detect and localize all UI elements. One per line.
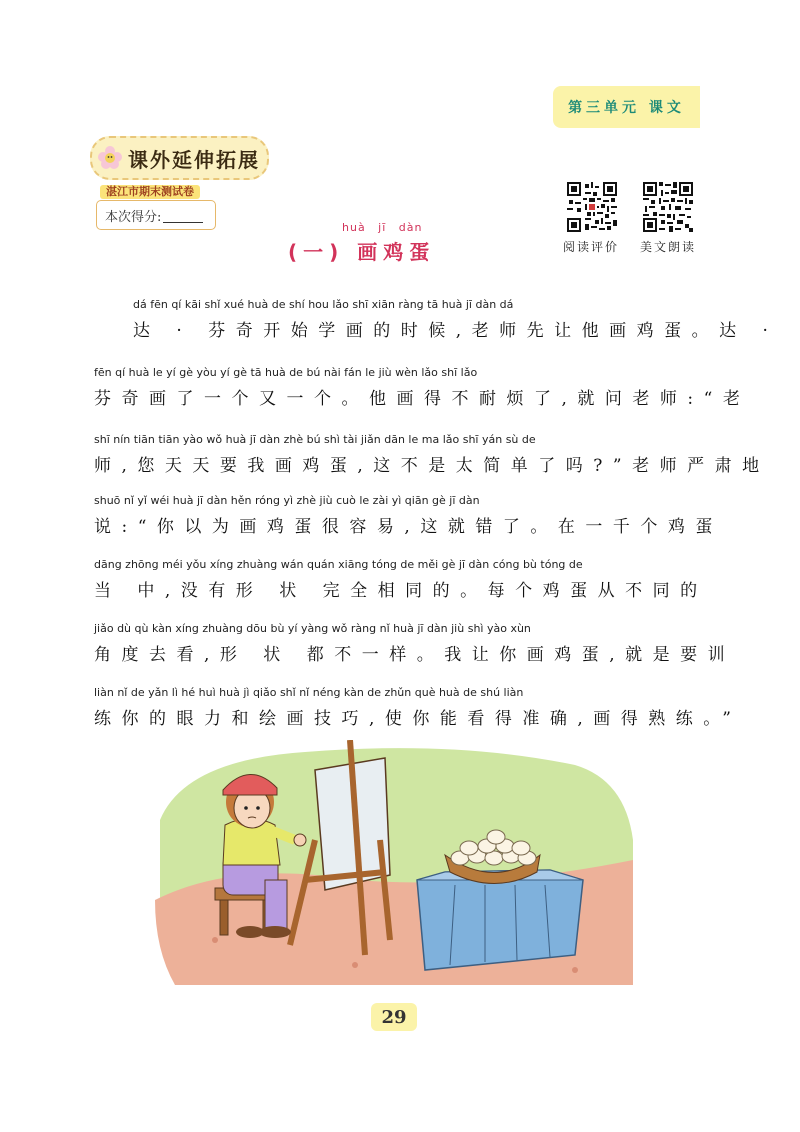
text-line: 说:“你以为画鸡蛋很容易,这就错了。在一千个鸡蛋 (94, 517, 723, 537)
pinyin-line: liàn nǐ de yǎn lì hé huì huà jì qiǎo shǐ nǐ néng kàn de zhǔn què huà de shú liàn (94, 686, 524, 699)
flower-icon (96, 144, 124, 172)
score-box[interactable] (96, 200, 216, 230)
illustration-boy-painting-eggs (155, 740, 635, 985)
text-line: 芬奇画了一个又一个。他画得不耐烦了,就问老师:“老 (94, 389, 751, 409)
pinyin-line: shī nín tiān tiān yào wǒ huà jī dàn zhè bú shì tài jiǎn dān le ma lǎo shī yán sù de (94, 433, 536, 446)
text-line: 角度去看,形 状 都不一样。我让你画鸡蛋,就是要训 (94, 645, 736, 665)
pinyin-line: jiǎo dù qù kàn xíng zhuàng dōu bù yí yàng wǒ ràng nǐ huà jī dàn jiù shì yào xùn (94, 622, 531, 635)
pinyin-line: shuō nǐ yǐ wéi huà jī dàn hěn róng yì zhè jiù cuò le zài yì qiān gè jī dàn (94, 494, 480, 507)
qr-code-icon[interactable] (643, 182, 693, 232)
score-blank[interactable] (163, 208, 203, 223)
qr-label-reading-evaluation: 阅读评价 (563, 240, 620, 254)
text-line: 当 中,没有形 状 完全相同的。每个鸡蛋从不同的 (94, 581, 708, 601)
text-line: 师,您天天要我画鸡蛋,这不是太简单了吗?”老师严肃地 (94, 456, 770, 476)
section-title: 课外延伸拓展 (128, 147, 260, 172)
lesson-title-pinyin: huà jī dàn (342, 221, 423, 234)
qr-code-icon[interactable] (567, 182, 617, 232)
pinyin-line: fēn qí huà le yí gè yòu yí gè tā huà de bú nài fán le jiù wèn lǎo shī lǎo (94, 366, 478, 379)
pinyin-line: dá fēn qí kāi shǐ xué huà de shí hou lǎo shī xiān ràng tā huà jī dàn dá (133, 298, 514, 311)
score-label: 本次得分: (105, 209, 162, 225)
section-banner (90, 136, 269, 180)
exam-tag: 湛江市期末测试卷 (100, 185, 200, 199)
text-line: 练你的眼力和绘画技巧,使你能看得准确,画得熟练。” (94, 709, 742, 729)
page-number: 29 (371, 1003, 417, 1031)
lesson-title-text: (一) 画鸡蛋 (288, 240, 436, 264)
text-line: 达 · 芬奇开始学画的时候,老师先让他画鸡蛋。达 · (133, 321, 779, 341)
unit-tab-label: 第三单元 课文 (568, 100, 685, 116)
unit-tab (553, 86, 700, 128)
pinyin-line: dāng zhōng méi yǒu xíng zhuàng wán quán xiāng tóng de měi gè jī dàn cóng bù tóng de (94, 558, 583, 571)
qr-label-read-aloud: 美文朗读 (640, 240, 697, 254)
